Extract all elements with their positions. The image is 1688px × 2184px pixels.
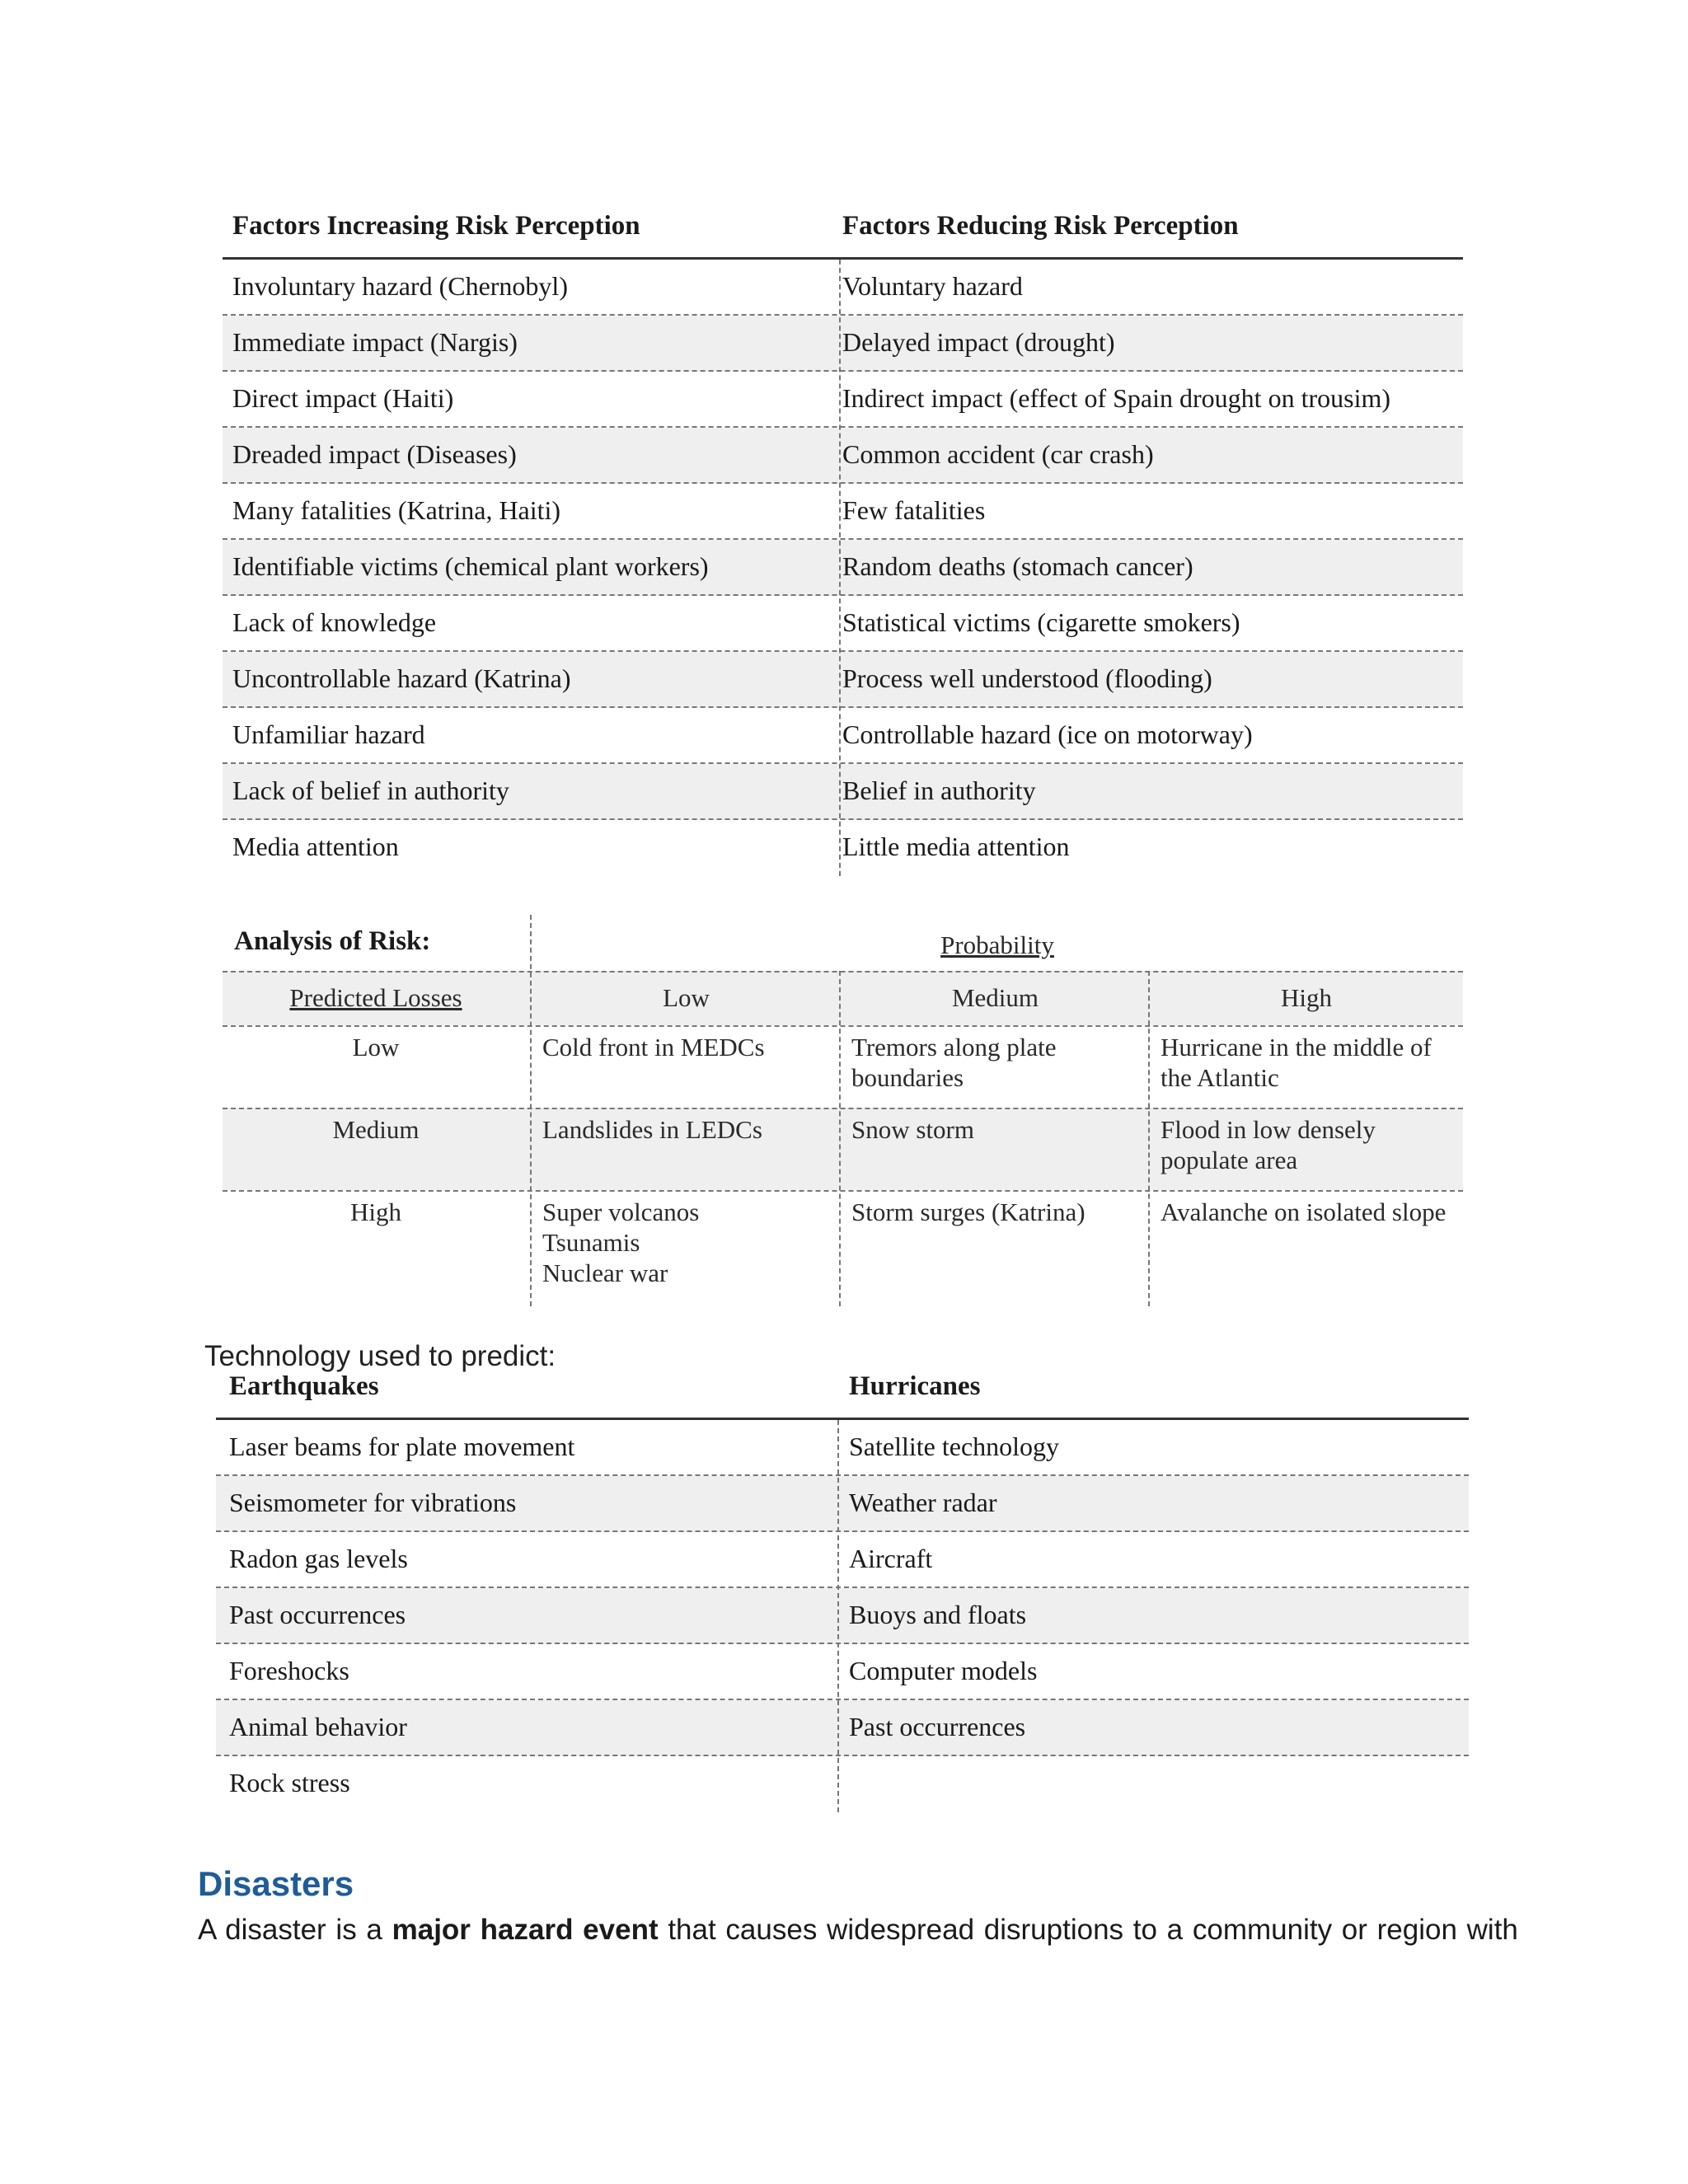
cell-reducing: Controllable hazard (ice on motorway): [842, 719, 1253, 749]
cell-earthquakes: Laser beams for plate movement: [229, 1432, 575, 1461]
cell-hurricanes: Weather radar: [849, 1488, 997, 1517]
cell-earthquakes: Foreshocks: [229, 1656, 349, 1685]
para-text: A disaster is a: [198, 1914, 392, 1946]
table-row: [216, 1588, 1469, 1644]
header-increasing: Factors Increasing Risk Perception: [232, 211, 640, 241]
table-row: [223, 708, 1463, 764]
para-bold: major hazard event: [392, 1914, 659, 1946]
technology-table: [216, 1366, 1469, 1812]
cell-increasing: Dreaded impact (Diseases): [232, 439, 517, 469]
para-text: that causes widespread disruptions to a community or region with: [658, 1914, 1518, 1946]
cell-line: Tremors along plate: [851, 1033, 1057, 1062]
table-row: [223, 820, 1463, 876]
cell-line: Avalanche on isolated slope: [1160, 1197, 1447, 1226]
cell-earthquakes: Animal behavior: [229, 1712, 407, 1741]
column-divider: [837, 1420, 839, 1812]
cell-increasing: Involuntary hazard (Chernobyl): [232, 271, 568, 301]
table-row: [216, 1756, 1469, 1812]
cell-hurricanes: Buoys and floats: [849, 1600, 1027, 1629]
matrix-cell: [851, 1032, 1152, 1093]
row-label: Medium: [332, 1115, 420, 1144]
predicted-losses-label: Predicted Losses: [289, 983, 462, 1012]
risk-analysis-title: Analysis of Risk:: [234, 926, 431, 956]
cell-reducing: Delayed impact (drought): [842, 327, 1115, 357]
col-header-high: High: [1281, 983, 1332, 1012]
table-row: [223, 316, 1463, 372]
cell-line: Storm surges (Katrina): [851, 1197, 1085, 1226]
table-row: [216, 1700, 1469, 1756]
cell-reducing: Process well understood (flooding): [842, 663, 1212, 693]
section-heading: Disasters: [198, 1864, 354, 1903]
cell-increasing: Unfamiliar hazard: [232, 719, 425, 749]
cell-reducing: Voluntary hazard: [842, 271, 1023, 301]
cell-reducing: Common accident (car crash): [842, 439, 1154, 469]
cell-line: the Atlantic: [1160, 1063, 1279, 1092]
row-label: Low: [352, 1033, 400, 1062]
cell-increasing: Many fatalities (Katrina, Haiti): [232, 495, 561, 525]
table-row: [216, 1644, 1469, 1700]
table-row: [223, 652, 1463, 708]
rule: [223, 1190, 1463, 1192]
table-row: [216, 1476, 1469, 1532]
matrix-cell: [542, 1032, 843, 1062]
technology-body: [216, 1420, 1469, 1812]
risk-perception-header: [223, 204, 1463, 260]
cell-increasing: Lack of knowledge: [232, 607, 437, 637]
matrix-cell: [1160, 1032, 1461, 1093]
cell-hurricanes: Aircraft: [849, 1544, 933, 1573]
matrix-cell: [542, 1197, 843, 1288]
column-divider: [839, 260, 841, 876]
matrix-cell: [1160, 1114, 1461, 1175]
matrix-cell: [851, 1114, 1152, 1145]
table-row: [223, 428, 1463, 484]
cell-line: Hurricane in the middle of: [1160, 1033, 1432, 1062]
table-row: [223, 484, 1463, 540]
table-row: [223, 764, 1463, 820]
cell-increasing: Identifiable victims (chemical plant workers): [232, 551, 709, 581]
technology-header: [216, 1366, 1469, 1420]
cell-increasing: Uncontrollable hazard (Katrina): [232, 663, 571, 693]
risk-perception-table: [223, 204, 1463, 876]
table-row: [216, 1420, 1469, 1476]
cell-line: Nuclear war: [542, 1258, 668, 1287]
cell-line: populate area: [1160, 1146, 1298, 1174]
matrix-cell: [1160, 1197, 1461, 1227]
cell-hurricanes: Computer models: [849, 1656, 1038, 1685]
col-header-medium: Medium: [951, 983, 1039, 1012]
cell-hurricanes: Satellite technology: [849, 1432, 1060, 1461]
cell-increasing: Media attention: [232, 832, 399, 861]
cell-reducing: Statistical victims (cigarette smokers): [842, 607, 1240, 637]
cell-earthquakes: Past occurrences: [229, 1600, 406, 1629]
cell-earthquakes: Seismometer for vibrations: [229, 1488, 517, 1517]
table-row: [223, 540, 1463, 596]
header-hurricanes: Hurricanes: [849, 1371, 981, 1401]
cell-line: Tsunamis: [542, 1228, 640, 1257]
cell-increasing: Immediate impact (Nargis): [232, 327, 518, 357]
cell-reducing: Indirect impact (effect of Spain drought on trousim): [842, 383, 1390, 413]
table-row: [216, 1532, 1469, 1588]
cell-line: Snow storm: [851, 1115, 974, 1144]
cell-increasing: Lack of belief in authority: [232, 776, 509, 805]
row-label: High: [350, 1197, 401, 1226]
header-reducing: Factors Reducing Risk Perception: [842, 211, 1239, 241]
cell-line: Super volcanos: [542, 1197, 700, 1226]
risk-perception-body: [223, 260, 1463, 876]
cell-increasing: Direct impact (Haiti): [232, 383, 454, 413]
cell-reducing: Belief in authority: [842, 776, 1036, 805]
cell-earthquakes: Rock stress: [229, 1768, 350, 1797]
disasters-paragraph: [198, 1914, 1518, 1947]
col-header-low: Low: [663, 983, 710, 1012]
cell-reducing: Random deaths (stomach cancer): [842, 551, 1193, 581]
cell-reducing: Little media attention: [842, 832, 1070, 861]
rule: [530, 915, 532, 1306]
table-row: [223, 260, 1463, 316]
matrix-cell: [542, 1114, 843, 1145]
rule: [223, 1108, 1463, 1109]
cell-line: Cold front in MEDCs: [542, 1033, 765, 1062]
probability-label: Probability: [940, 930, 1054, 959]
rule: [223, 1025, 1463, 1027]
technology-intro: Technology used to predict:: [204, 1340, 556, 1372]
cell-hurricanes: Past occurrences: [849, 1712, 1026, 1741]
table-row: [223, 372, 1463, 428]
matrix-cell: [851, 1197, 1152, 1227]
header-earthquakes: Earthquakes: [229, 1371, 379, 1401]
cell-line: Landslides in LEDCs: [542, 1115, 762, 1144]
cell-line: Flood in low densely: [1160, 1115, 1376, 1144]
cell-earthquakes: Radon gas levels: [229, 1544, 408, 1573]
cell-reducing: Few fatalities: [842, 495, 986, 525]
rule: [223, 971, 1463, 972]
cell-line: boundaries: [851, 1063, 964, 1092]
risk-analysis-table: [223, 915, 1463, 1306]
table-row: [223, 596, 1463, 652]
